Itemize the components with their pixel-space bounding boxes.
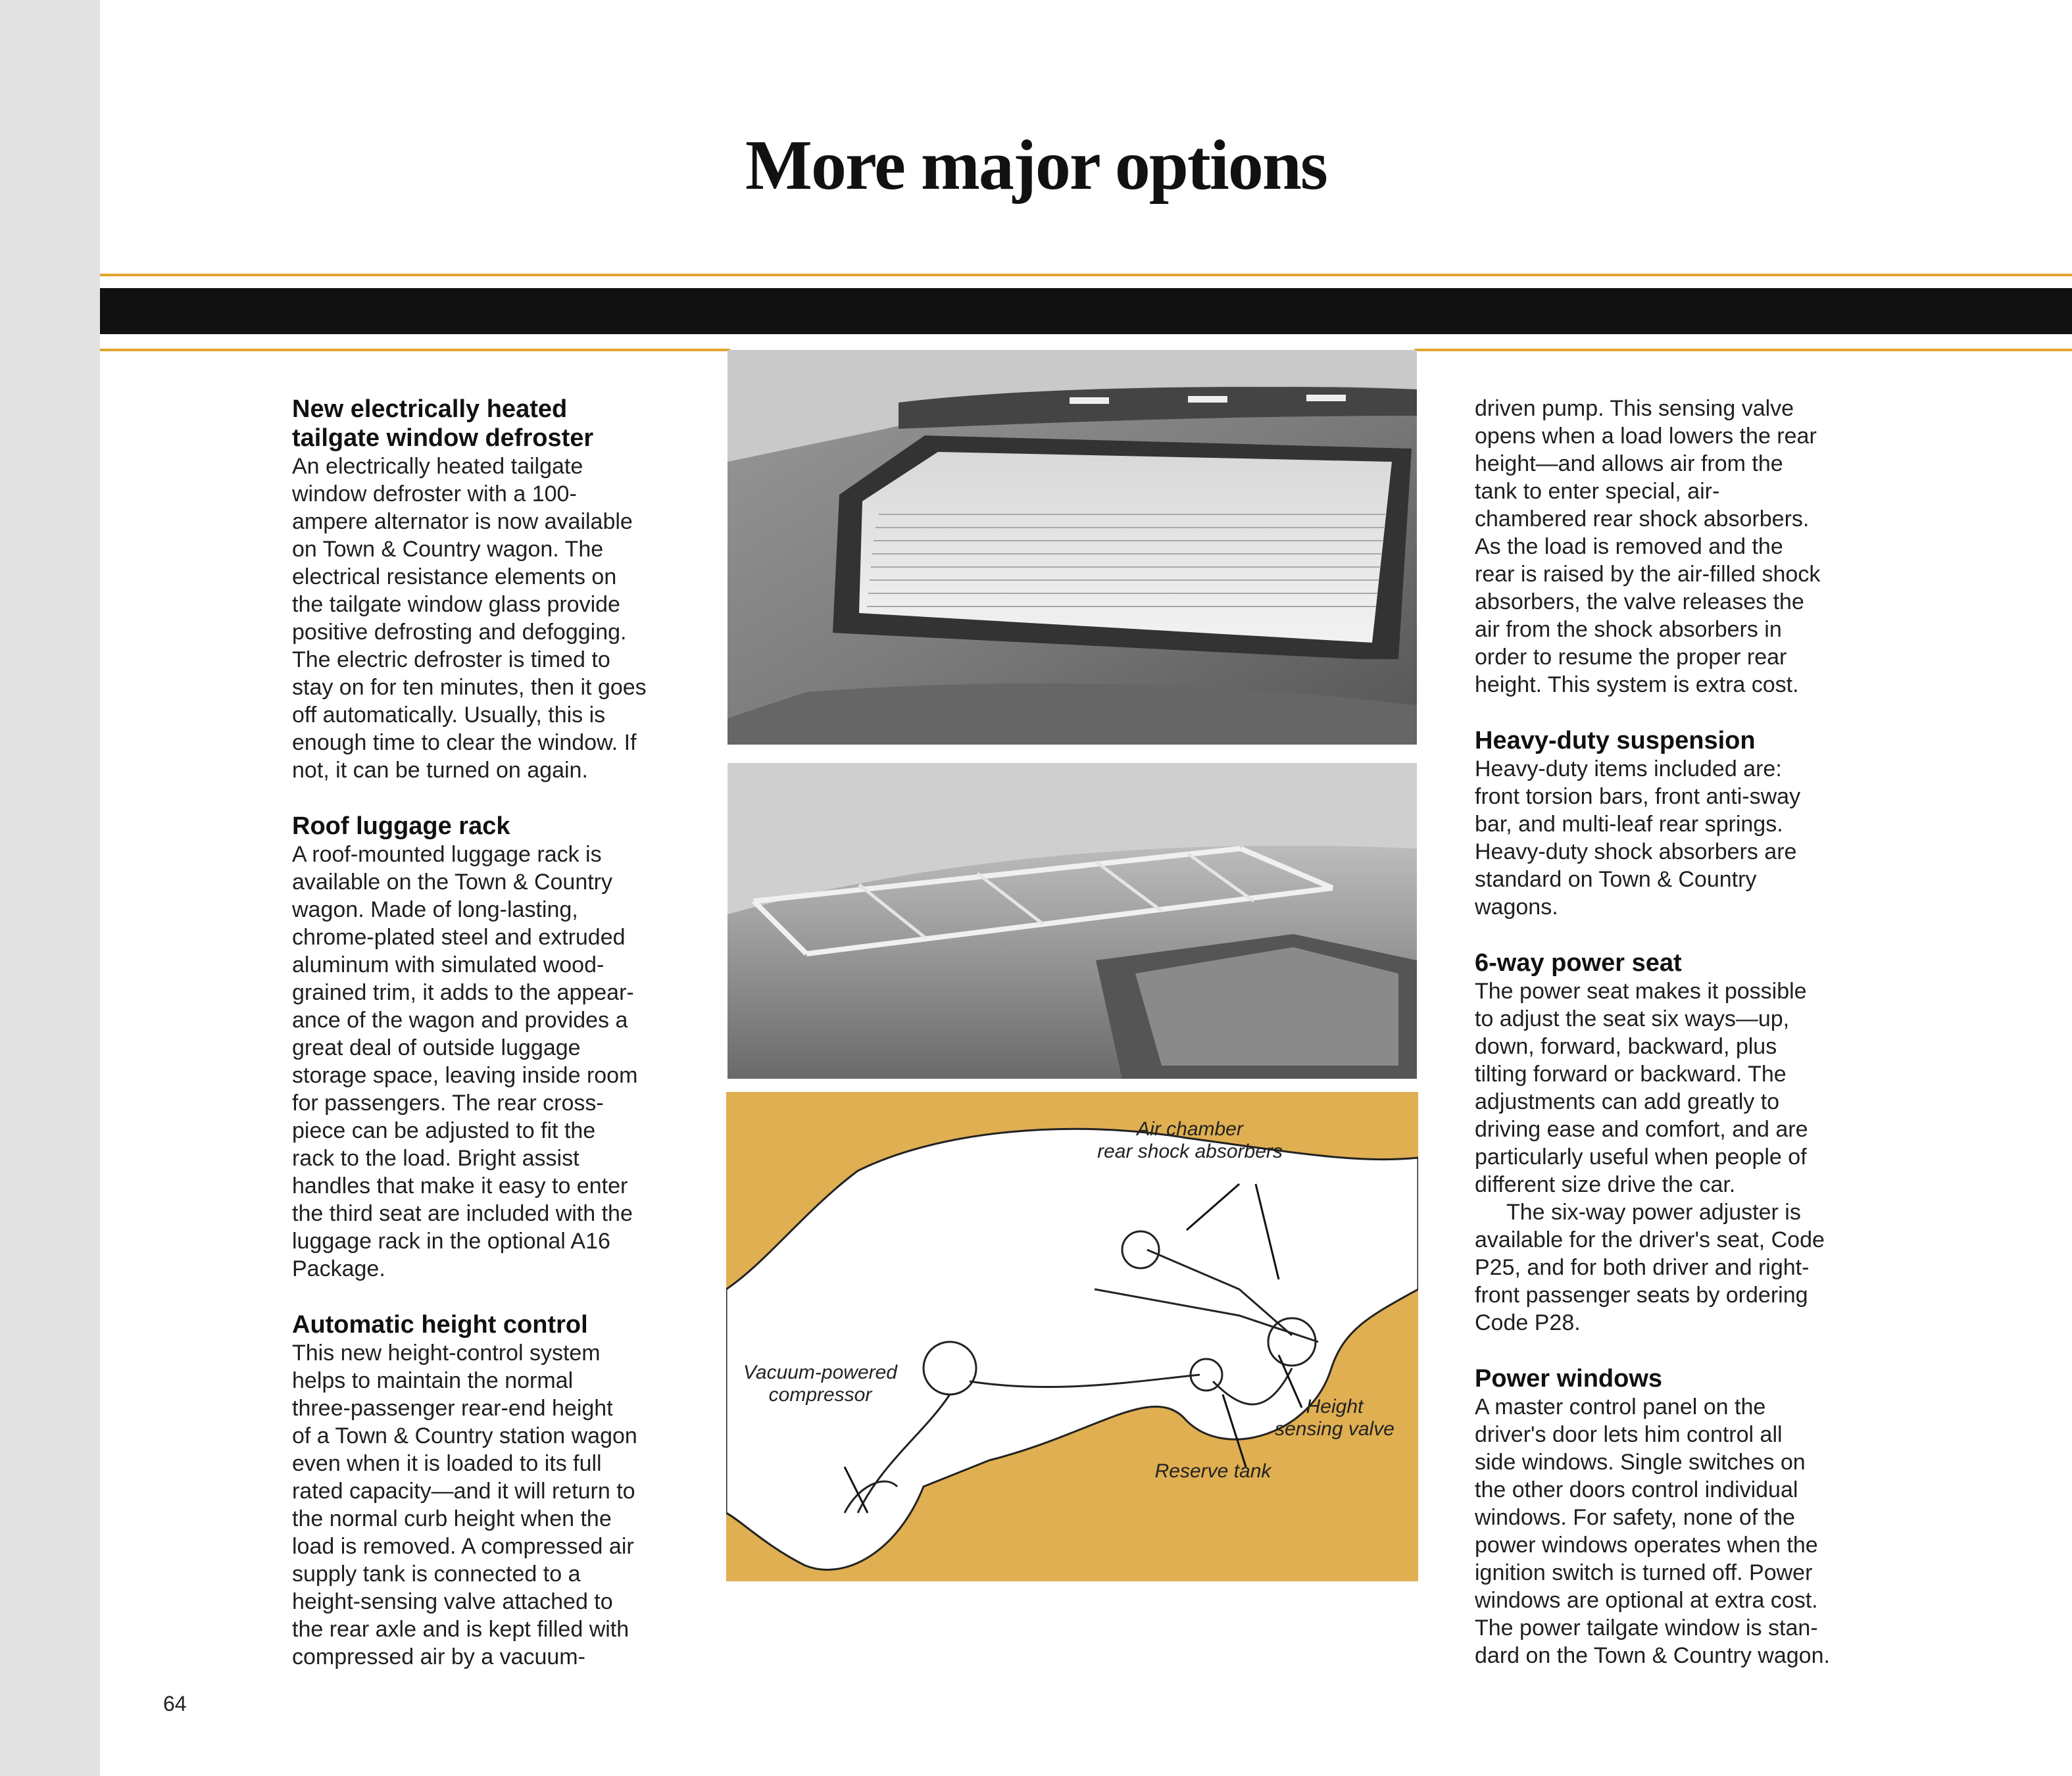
height-control-diagram (726, 1092, 1418, 1581)
tailgate-window-photo (728, 350, 1417, 745)
page-margin-strip (0, 0, 100, 1776)
heading-power-windows: Power windows (1475, 1365, 1663, 1393)
page-title: More major options (745, 126, 1327, 205)
section-power-seat (1475, 949, 1883, 1337)
heading-heavy-duty-suspension: Heavy-duty suspension (1475, 727, 1756, 754)
car-outline-illustration (726, 1092, 1418, 1581)
body-heavy-duty-suspension: Heavy-duty items included are: front torsion bars, front anti-sway bar, and multi-leaf rear springs. Heavy-duty shock absorbers are standard on Town & Country wagons. (1475, 756, 1801, 920)
body-luggage-rack: A roof-mounted luggage rack is available on the Town & Country wagon. Made of long-lasting, chrome-plated steel and extruded aluminum with simulated wood- grained trim, it adds to the appear- ance of the wagon and provides a great deal of outside luggage storage space, leaving inside room for passengers. The rear cross- piece can be adjusted to fit the rack to the load. Bright assist handles that make it easy to enter the third seat are included with the luggage rack in the optional A16 Package. (292, 842, 638, 1281)
title-rule-bottom-left (100, 349, 730, 351)
body-height-control: This new height-control system helps to maintain the normal three-passenger rear-end height of a Town & Country station wagon even when it is loaded to its full rated capacity—and it will return to the normal curb height when the load is removed. A compressed air supply tank is connected to a height-sensing valve attached to the rear axle and is kept filled with compressed air by a vacuum- (292, 1341, 637, 1669)
page-number: 64 (163, 1692, 187, 1715)
body-power-seat: The power seat makes it possible to adjust the seat six ways—up, down, forward, backward, plus tilting forward or backward. The adjustments can add greatly to driving ease and comfort, and are particularly useful when people of different size drive the car. The six-way power adjuster is available for the driver's seat, Code P25, and for both driver and right- front passenger seats by ordering Code P28. (1475, 979, 1825, 1335)
label-air-chamber: Air chamber rear shock absorbers (1097, 1118, 1283, 1162)
header-band (100, 288, 2072, 334)
body-height-control-continued: driven pump. This sensing valve opens when a load lowers the rear height—and allows air from the tank to enter special, air- chambered rear shock absorbers. As the load is removed and the rear is raised by the air-filled shock absorbers, the valve releases the air from the shock absorbers in order to resume the proper rear height. This system is extra cost. (1475, 396, 1821, 697)
left-column (292, 395, 713, 1698)
label-vacuum-compressor: Vacuum-powered compressor (743, 1362, 897, 1406)
roof-luggage-rack-photo (728, 763, 1417, 1079)
heading-height-control: Automatic height control (292, 1311, 588, 1339)
right-column (1475, 395, 1883, 1697)
heading-defroster: New electrically heated tailgate window defroster (292, 395, 594, 452)
tailgate-window-illustration (728, 350, 1417, 745)
label-reserve-tank: Reserve tank (1154, 1460, 1271, 1482)
body-power-windows: A master control panel on the driver's door lets him control all side windows. Single switches on the other doors control individual windows. For safety, none of the power windows operates when the ignition switch is turned off. Power windows are optional at extra cost. The power tailgate window is stan- dard on the Town & Country wagon. (1475, 1394, 1830, 1668)
heading-power-seat: 6-way power seat (1475, 949, 1682, 977)
label-height-sensing-valve: Height sensing valve (1275, 1396, 1394, 1440)
section-heavy-duty-suspension (1475, 726, 1883, 921)
heading-luggage-rack: Roof luggage rack (292, 812, 510, 840)
section-height-control (292, 1310, 713, 1671)
title-rule-top (100, 274, 2072, 276)
section-power-windows (1475, 1364, 1883, 1669)
section-defroster (292, 395, 713, 784)
body-defroster: An electrically heated tailgate window defroster with a 100- ampere alternator is now available on Town & Country wagon. The electrical resistance elements on the tailgate window glass provide positive defrosting and defogging. The electric defroster is timed to stay on for ten minutes, then it goes off automatically. Usually, this is enough time to clear the window. If not, it can be turned on again. (292, 454, 647, 783)
luggage-rack-illustration (728, 763, 1417, 1079)
section-luggage-rack (292, 812, 713, 1283)
title-rule-bottom-right (1414, 349, 2072, 351)
